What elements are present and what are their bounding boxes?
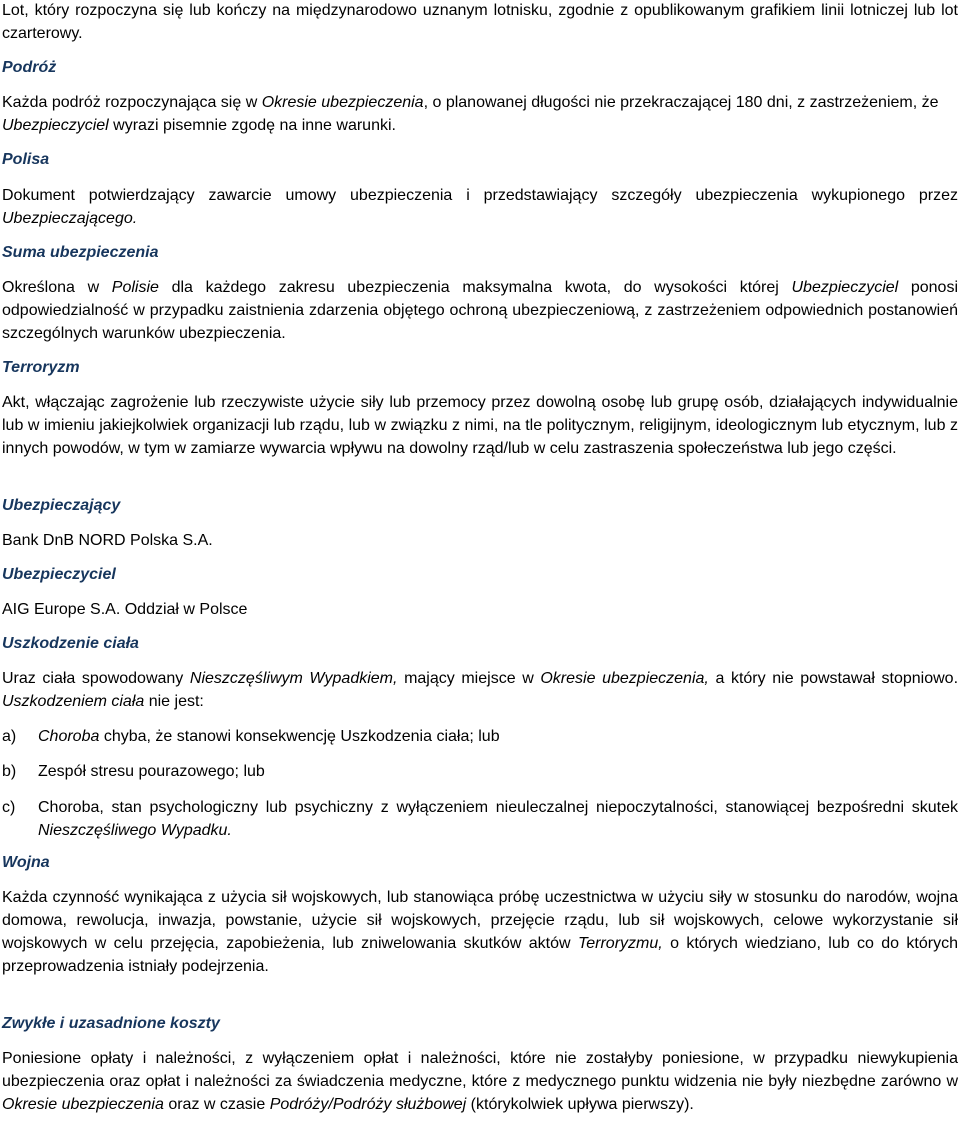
text-run: (którykolwiek upływa pierwszy). [466, 1096, 694, 1113]
list-marker-c: c) [2, 799, 16, 816]
text-run: wyrazi pisemnie zgodę na inne warunki. [108, 117, 396, 134]
italic-term: Okresie ubezpieczenia, [540, 670, 709, 687]
text-run: AIG Europe S.A. Oddział w Polsce [2, 601, 248, 618]
text-run: Każda podróż rozpoczynająca się w [2, 94, 262, 111]
italic-term: Ubezpieczyciel [791, 279, 899, 296]
text-run: o których wiedziano, lub co do których przeprowadzenia istniały podejrzenia. [2, 935, 958, 975]
text-run: Dokument potwierdzający zawarcie umowy ubezpieczenia i przedstawiający szczegóły ubezpieczenia wykupionego przez [2, 187, 958, 204]
list-marker-a: a) [2, 728, 17, 745]
heading-ubezpieczajacy: Ubezpieczający [2, 497, 121, 514]
list-item-a [2, 725, 958, 748]
heading-ubezpieczyciel: Ubezpieczyciel [2, 566, 116, 583]
paragraph-suma-ubezpieczenia [2, 276, 958, 345]
heading-wojna: Wojna [2, 854, 50, 871]
text-run: mający miejsce w [397, 670, 541, 687]
heading-podroz: Podróż [2, 59, 57, 76]
italic-term: Ubezpieczającego. [2, 210, 138, 227]
list-item-b [2, 760, 958, 783]
text-run: Określona w [2, 279, 112, 296]
paragraph-polisa [2, 184, 958, 230]
list-text-a [38, 725, 958, 748]
text-run: ponosi odpowiedzialność w przypadku zaistnienia zdarzenia objętego ochroną ubezpieczeniową, z zastrzeżeniem odpowiednich postanowień szczególnych warunków ubezpieczenia. [2, 279, 959, 342]
text-run: Zespół stresu pourazowego; lub [38, 763, 265, 780]
italic-term: Uszkodzeniem ciała [2, 693, 145, 710]
paragraph-uszkodzenie-ciala [2, 667, 958, 713]
paragraph-zwykle-koszty [2, 1047, 958, 1116]
text-run: oraz w czasie [163, 1096, 270, 1113]
paragraph-podroz [2, 91, 958, 137]
text-run: Akt, włączając zagrożenie lub rzeczywiste użycie siły lub przemocy przez dowolną osobę lub grupę osób, działających indywidualnie lub w imieniu jakiejkolwiek organizacji lub rządu, lub w związku z nimi, na tle politycznym, religijnym, ideologicznym lub etycznym, lub z innych powodów, w tym w zamiarze wywarcia wpływu na dowolny rząd/lub w celu zastraszenia społeczeństwa lub jego części. [2, 394, 958, 457]
list-text-c [38, 796, 958, 842]
list-text-b [38, 760, 958, 783]
italic-term: Nieszczęśliwego Wypadku. [38, 822, 232, 839]
italic-term: Choroba [38, 728, 100, 745]
text-run: Uraz ciała spowodowany [2, 670, 190, 687]
heading-zwykle-koszty: Zwykłe i uzasadnione koszty [2, 1015, 220, 1032]
text-run: Lot, który rozpoczyna się lub kończy na międzynarodowo uznanym lotnisku, zgodnie z opublikowanym grafikiem linii lotniczej lub lot czarterowy. [2, 2, 958, 42]
heading-polisa: Polisa [2, 151, 50, 168]
text-run: Każda czynność wynikająca z użycia sił wojskowych, lub stanowiąca próbę uczestnictwa w użyciu siły w stosunku do narodów, wojna domowa, rewolucja, inwazja, powstanie, użycie sił wojskowych, przejęcie rządu, lub sił wojskowych, celowe wykorzystanie sił wojskowych w celu przejęcia, zapobieżenia, lub zniwelowania skutków aktów [2, 889, 958, 952]
italic-term: Polisie [111, 279, 159, 296]
list-item-c [2, 796, 958, 842]
text-run: nie jest: [144, 693, 204, 710]
italic-term: Okresie ubezpieczenia [261, 94, 424, 111]
text-run: Choroba, stan psychologiczny lub psychiczny z wyłączeniem nieuleczalnej niepoczytalności, stanowiącej bezpośredni skutek [38, 799, 958, 816]
paragraph-ubezpieczyciel [2, 598, 958, 621]
paragraph-ubezpieczajacy [2, 529, 958, 552]
paragraph-intro [2, 0, 958, 45]
text-run: dla każdego zakresu ubezpieczenia maksymalna kwota, do wysokości której [158, 279, 792, 296]
paragraph-terroryzm [2, 391, 958, 460]
heading-terroryzm: Terroryzm [2, 359, 80, 376]
heading-suma-ubezpieczenia: Suma ubezpieczenia [2, 244, 159, 261]
italic-term: Nieszczęśliwym Wypadkiem, [189, 670, 398, 687]
italic-term: Terroryzmu, [577, 935, 663, 952]
heading-uszkodzenie-ciala: Uszkodzenie ciała [2, 635, 139, 652]
text-run: a który nie powstawał stopniowo. [708, 670, 959, 687]
list-marker-b: b) [2, 763, 17, 780]
italic-term: Okresie ubezpieczenia [2, 1096, 164, 1113]
text-run: Poniesione opłaty i należności, z wyłączeniem opłat i należności, które nie zostałyby poniesione, w przypadku niewykupienia ubezpieczenia oraz opłat i należności za świadczenia medyczne, które z medycznego punktu widzenia nie były niezbędne zarówno w [2, 1050, 958, 1090]
paragraph-wojna [2, 886, 958, 978]
italic-term: Podróży/Podróży służbowej [269, 1096, 467, 1113]
text-run: chyba, że stanowi konsekwencję Uszkodzenia ciała; lub [99, 728, 500, 745]
text-run: Bank DnB NORD Polska S.A. [2, 532, 213, 549]
text-run: , o planowanej długości nie przekraczającej 180 dni, z zastrzeżeniem, że [423, 94, 939, 111]
italic-term: Ubezpieczyciel [2, 117, 109, 134]
